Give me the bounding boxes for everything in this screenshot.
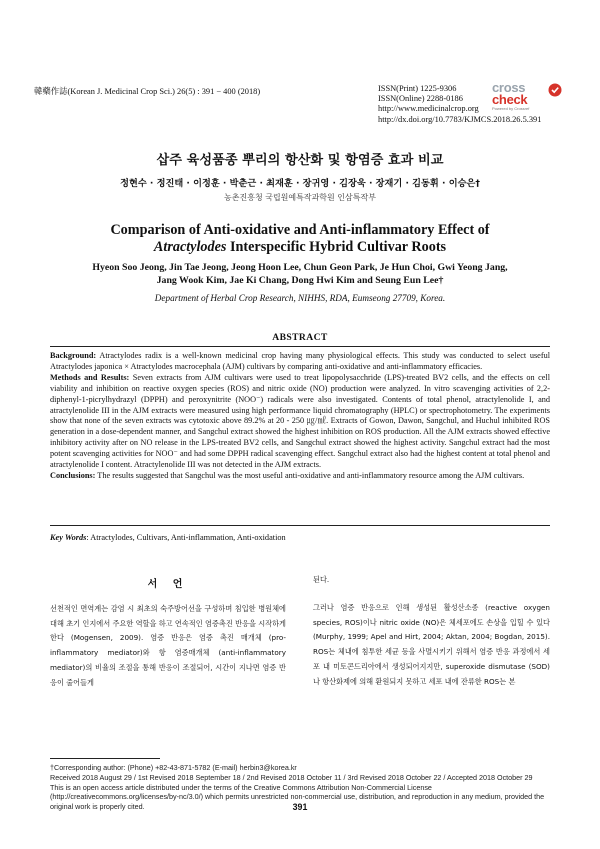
abstract-methods	[50, 373, 550, 471]
received-dates: Received 2018 August 29 / 1st Revised 2018 September 18 / 2nd Revised 2018 October 11 / 3rd Revised 2018 October 22 / Accepted 2018 October 29	[50, 772, 533, 782]
abstract-bottom-rule	[50, 525, 550, 526]
abstract-body	[50, 351, 550, 482]
keywords	[50, 533, 550, 542]
english-authors	[30, 262, 570, 287]
crossmark-check-text: check	[492, 92, 528, 107]
journal-citation: 韓藥作誌(Korean J. Medicinal Crop Sci.) 26(5) : 391 − 400 (2018)	[34, 87, 261, 96]
abstract-conclusions	[50, 471, 550, 482]
page-number: 391	[292, 802, 308, 812]
english-title-line2	[0, 239, 600, 256]
corresponding-author: †Corresponding author: (Phone) +82-43-871-5782 (E-mail) herbin3@korea.kr	[50, 763, 297, 772]
license-text: This is an open access article distributed under the terms of the Creative Commons Attribution Non-Commercial License (http://creativecommons.org/licenses/by-nc/3.0/) which permits unrestricted non-commercial use, distribution, and reproduction in any medium, provided the original work is properly cited.	[50, 782, 545, 812]
korean-authors: 정현수 · 정진태 · 이정훈 · 박춘근 · 최재훈 · 장귀영 · 김장욱 · 장재기 · 김동휘 · 이승은†	[120, 178, 480, 189]
conclusions-label: Conclusions:	[50, 470, 96, 480]
section-heading-introduction: 서 언	[147, 579, 189, 590]
abstract-top-rule	[50, 346, 550, 347]
english-affiliation: Department of Herbal Crop Research, NIHHS, RDA, Eumseong 27709, Korea.	[154, 293, 446, 303]
journal-website-link[interactable]: http://www.medicinalcrop.org	[378, 104, 479, 114]
crossmark-bookmark-icon	[548, 83, 562, 97]
keywords-text: : Atractylodes, Cultivars, Anti-inflammation, Anti-oxidation	[86, 533, 286, 542]
left-column-text: 선천적인 면역계는 감염 시 최초의 숙주방어선을 구성하며 침입한 병원체에 대해 초기 인지에서 주요한 역할을 하고 연속적인 염증촉진 반응을 시작하게 한다 (Mogensen, 2009). 염증 반응은 염증 촉진 매개체 (pro-inflammatory mediator)와 항 염증매개체 (anti-inflammatory mediator)의 비율의 조절을 통해 반응이 조절되어, 시간이 지나면 염증 반응이 줄어들게	[50, 604, 286, 687]
issn-online: ISSN(Online) 2288-0186	[378, 94, 463, 104]
keywords-label: Key Words	[50, 533, 87, 542]
methods-label: Methods and Results:	[50, 372, 130, 382]
footnote-rule	[50, 758, 160, 759]
english-authors-line1: Hyeon Soo Jeong, Jin Tae Jeong, Jeong Hoon Lee, Chun Geon Park, Je Hun Choi, Gwi Yeong Jang,	[92, 262, 508, 273]
doi-link[interactable]: http://dx.doi.org/10.7783/KJMCS.2018.26.5.391	[378, 114, 542, 124]
background-label: Background:	[50, 351, 97, 360]
korean-affiliation: 농촌진흥청 국립원예특작과학원 인삼특작부	[224, 193, 376, 202]
english-title-line2-rest: Interspecific Hybrid Cultivar Roots	[226, 239, 447, 255]
crossmark-powered-by: Powered by Crossref	[492, 106, 530, 111]
background-text: Atractylodes radix is a well-known medicinal crop having many physiological effects. This study was conducted to select useful Atractylodes japonica × Atractylodes macrocephala (AJM) cultivars by comparing anti-oxidative and anti-inflammatory efficacies.	[50, 351, 550, 371]
abstract-heading: ABSTRACT	[272, 332, 328, 343]
korean-title: 삽주 육성품종 뿌리의 항산화 및 항염증 효과 비교	[156, 153, 444, 168]
english-authors-line2: Jang Wook Kim, Jae Ki Chang, Dong Hwi Kim and Seung Eun Lee†	[156, 274, 444, 286]
genus-name: Atractylodes	[153, 239, 227, 255]
conclusions-text: The results suggested that Sangchul was the most useful anti-oxidative and anti-inflammatory resource among the AJM cultivars.	[95, 470, 525, 480]
methods-text: Seven extracts from AJM cultivars were used to treat lipopolysacchride (LPS)-treated BV2 cells, and the effects on cell viability and inhibition on reactive oxygen species (ROS) and nitric oxide (NO) production were analyzed. In vitro scavenging activities of 2,2-diphenyl-1-picrylhydrazyl (DPPH) and peroxynitrite (NOO⁻) radicals were also investigated. Contents of total phenol, atractylenolide I, and atractylenolide III in the AJM extracts were measured using high performance liquid chromatography (HPLC) or spectrophotometry. The experiments show that none of the seven extracts was cytotoxic above 89.2% at 20 - 250 ㎍/㎖. Extracts of Gowon, Dawon, Sangchul, and Huchul inhibited ROS generation in a dose-dependent manner, and Sangchul extract showed the highest inhibition on ROS production. All the AJM extracts showed effective inhibitory activity after on NO release in the LPS-treated BV2 cells, and Sangchul extract showed the highest activity. Sangchul extract had the most potent scavenging activities for NOO⁻ and had some DPPH radical scavenging effect. Sangchul extract also had the highest content at total phenol and atractylenolide I content. Atractylenolide III was not detected in the AJM extracts.	[50, 372, 551, 470]
crossmark-logo[interactable]	[492, 82, 568, 112]
issn-print: ISSN(Print) 1225-9306	[378, 84, 457, 93]
crossmark-cross-text: cross	[492, 80, 526, 95]
abstract-background	[50, 351, 550, 373]
english-title	[0, 222, 600, 256]
right-column-text: 그러나 염증 반응으로 인해 생성된 활성산소종 (reactive oxygen species, ROS)이나 nitric oxide (NO)은 체세포에도 손상을 입힐 수 있다 (Murphy, 1999; Apel and Hirt, 2004; Aktan, 2004; Bogdan, 2015). ROS는 체내에 침투한 세균 등을 사멸시키기 위해서 염증 반응 과정에서 세포 내 미토콘드리아에서 생성되어지지만, superoxide dismutase (SOD)나 항산화제에 의해 환원되지 못하고 세포 내에 잔류한 ROS는 본	[313, 603, 550, 686]
right-column-continuation: 된다.	[313, 575, 330, 584]
english-title-line1: Comparison of Anti-oxidative and Anti-inflammatory Effect of	[110, 222, 490, 238]
